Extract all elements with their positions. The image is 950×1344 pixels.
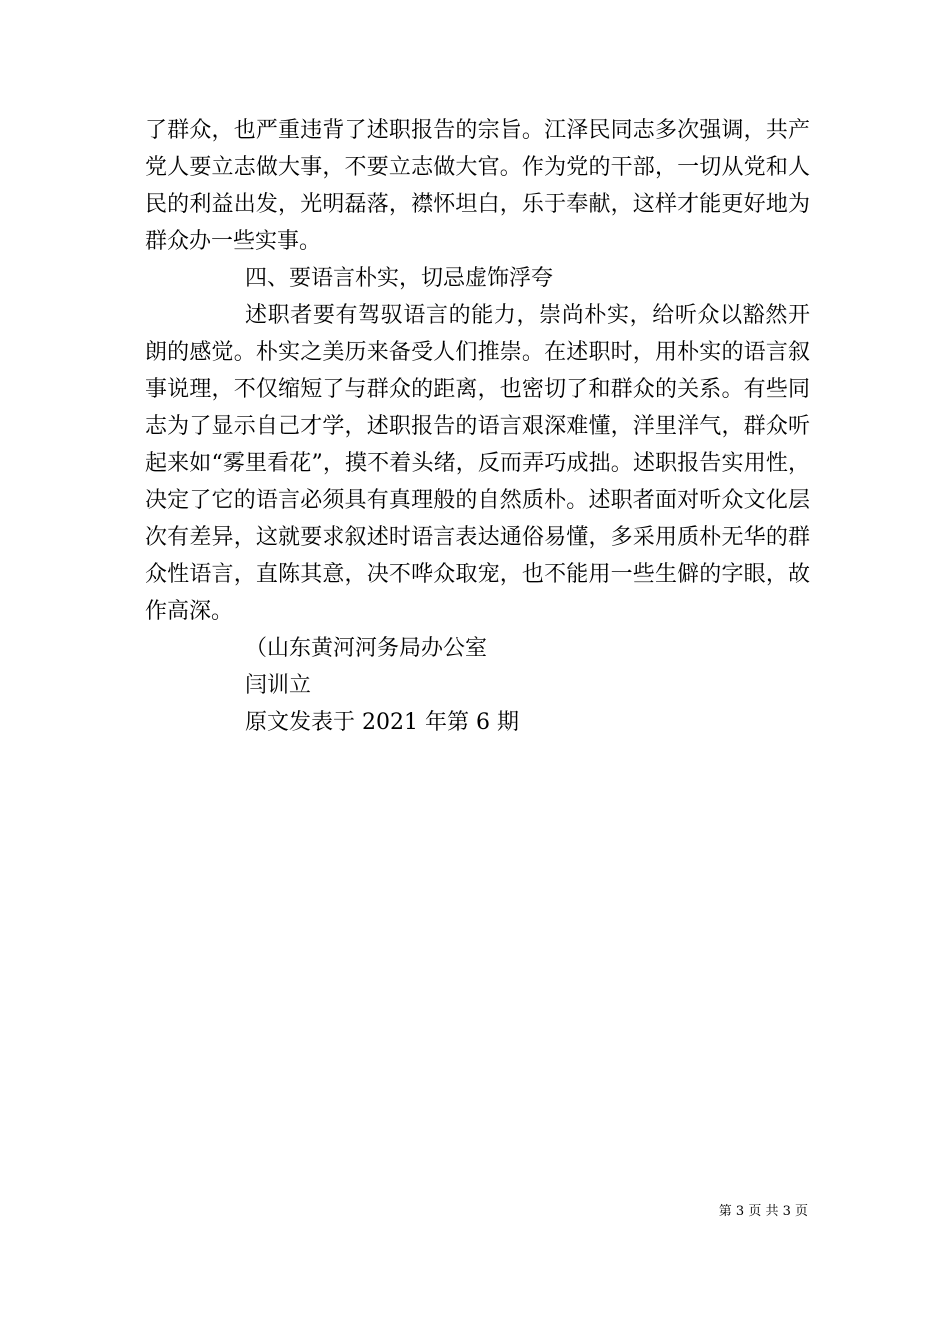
document-body	[145, 112, 810, 741]
body-paragraph: 述职者要有驾驭语言的能力，崇尚朴实，给听众以豁然开朗的感觉。朴实之美历来备受人们推崇。在述职时，用朴实的语言叙事说理，不仅缩短了与群众的距离，也密切了和群众的关系。有些同志为了显示自己才学，述职报告的语言艰深难懂，洋里洋气，群众听起来如“雾里看花”，摸不着头绪，反而弄巧成拙。述职报告实用性，决定了它的语言必须具有真理般的自然质朴。述职者面对听众文化层次有差异，这就要求叙述时语言表达通俗易懂，多采用质朴无华的群众性语言，直陈其意，决不哗众取宠，也不能用一些生僻的字眼，故作高深。	[145, 303, 810, 624]
section-heading: 四、要语言朴实，切忌虚饰浮夸	[245, 266, 554, 291]
page-number-footer: 第 3 页 共 3 页	[718, 1204, 808, 1219]
body-paragraph-continued: 了群众，也严重违背了述职报告的宗旨。江泽民同志多次强调，共产党人要立志做大事，不要立志做大官。作为党的干部，一切从党和人民的利益出发，光明磊落，襟怀坦白，乐于奉献，这样才能更好地为群众办一些实事。	[145, 118, 810, 254]
signature-organization: （山东黄河河务局办公室	[245, 636, 488, 661]
signature-author: 闫训立	[245, 673, 312, 698]
signature-source: 原文发表于 2021 年第 6 期	[245, 710, 519, 735]
